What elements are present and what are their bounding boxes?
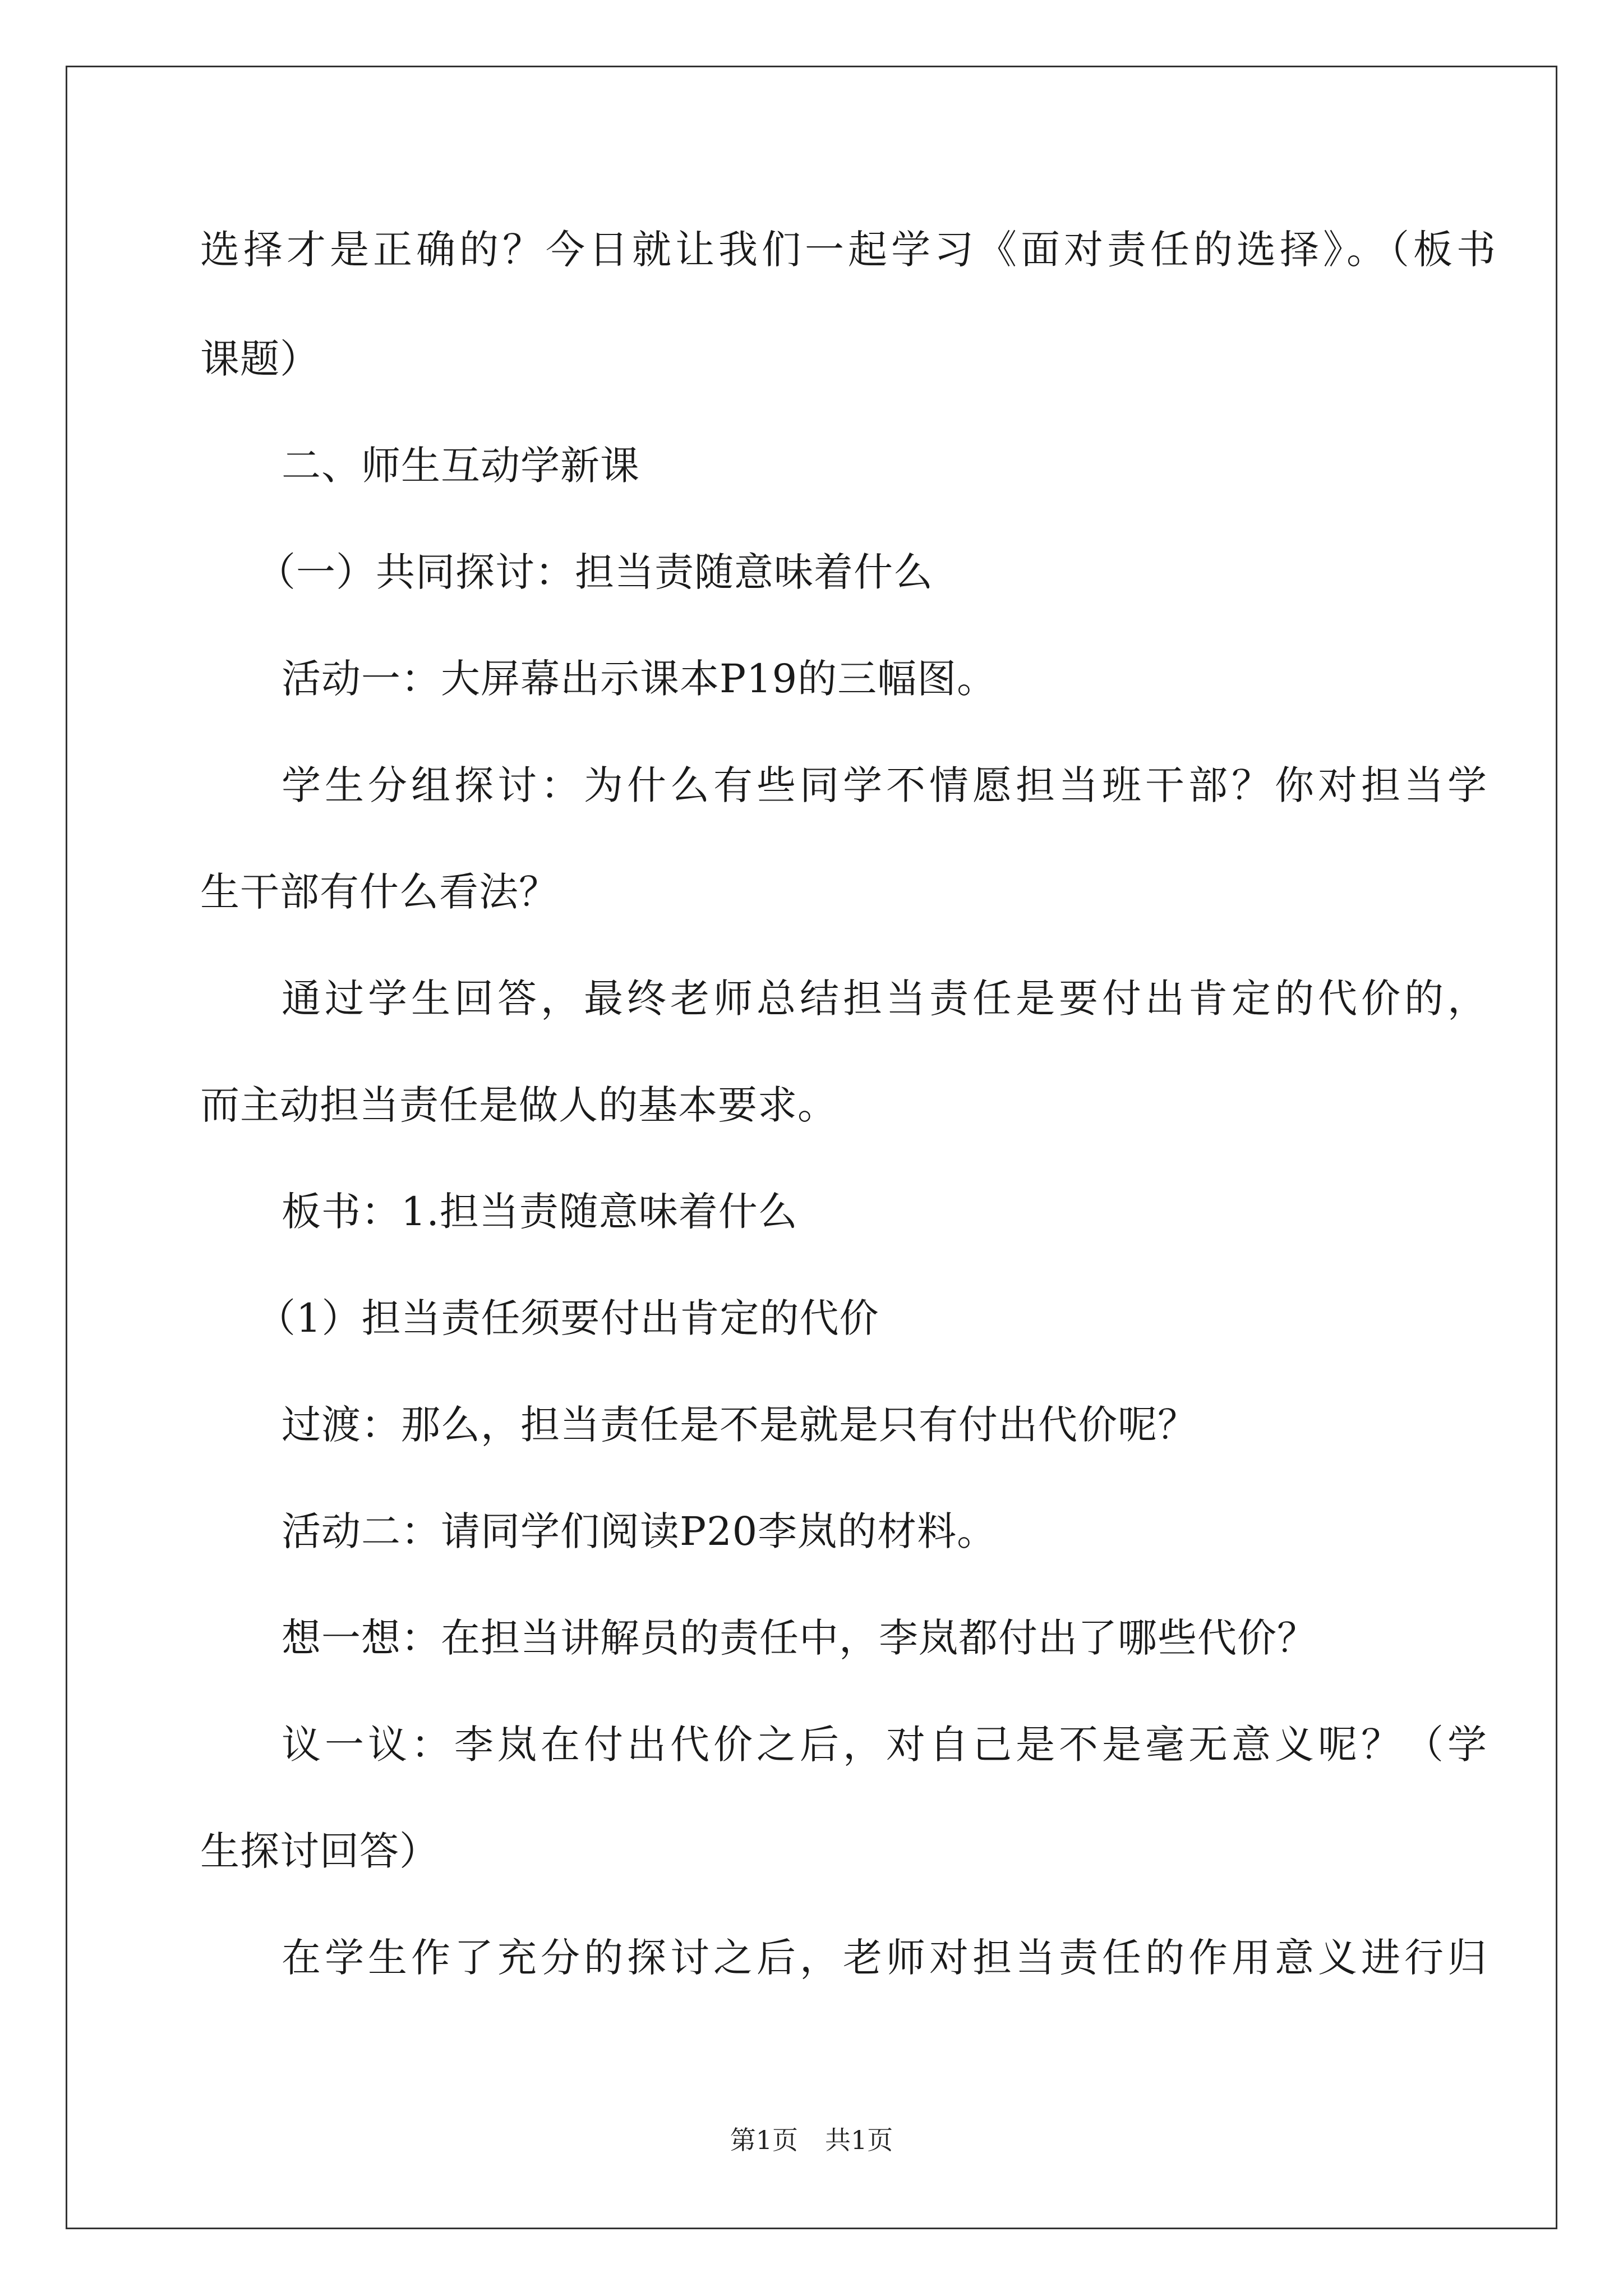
subsection-heading: （一）共同探讨：担当责随意味着什么 [256,549,933,595]
text-line: 通过学生回答，最终老师总结担当责任是要付出肯定的代价的， [282,976,1491,1022]
text-line: 活动二：请同学们阅读P20李岚的材料。 [282,1508,997,1554]
text-line: 而主动担当责任是做人的基本要求。 [200,1082,837,1128]
text-line: 生干部有什么看法？ [200,869,559,915]
text-line: （1）担当责任须要付出肯定的代价 [256,1295,879,1341]
page-border [66,66,1557,2229]
text-line: 议一议：李岚在付出代价之后，对自己是不是毫无意义呢？（学 [282,1722,1491,1768]
text-line: 生探讨回答） [200,1828,439,1874]
page-number: 第1页 [730,2125,798,2155]
text-line: 活动一：大屏幕出示课本P19的三幅图。 [282,656,997,702]
section-heading: 二、师生互动学新课 [282,443,640,489]
text-line: 学生分组探讨：为什么有些同学不情愿担当班干部？你对担当学 [282,762,1491,808]
text-line: 板书：1.担当责随意味着什么 [282,1189,798,1235]
text-line: 想一想：在担当讲解员的责任中，李岚都付出了哪些代价？ [282,1615,1317,1661]
text-line: 过渡：那么，担当责任是不是就是只有付出代价呢？ [282,1402,1197,1448]
page-total: 共1页 [825,2125,893,2155]
text-line: 在学生作了充分的探讨之后，老师对担当责任的作用意义进行归 [282,1935,1491,1981]
page-footer [0,2123,1623,2157]
text-line: 课题） [200,336,320,382]
text-line: 选择才是正确的？今日就让我们一起学习《面对责任的选择》。（板书 [200,227,1500,273]
